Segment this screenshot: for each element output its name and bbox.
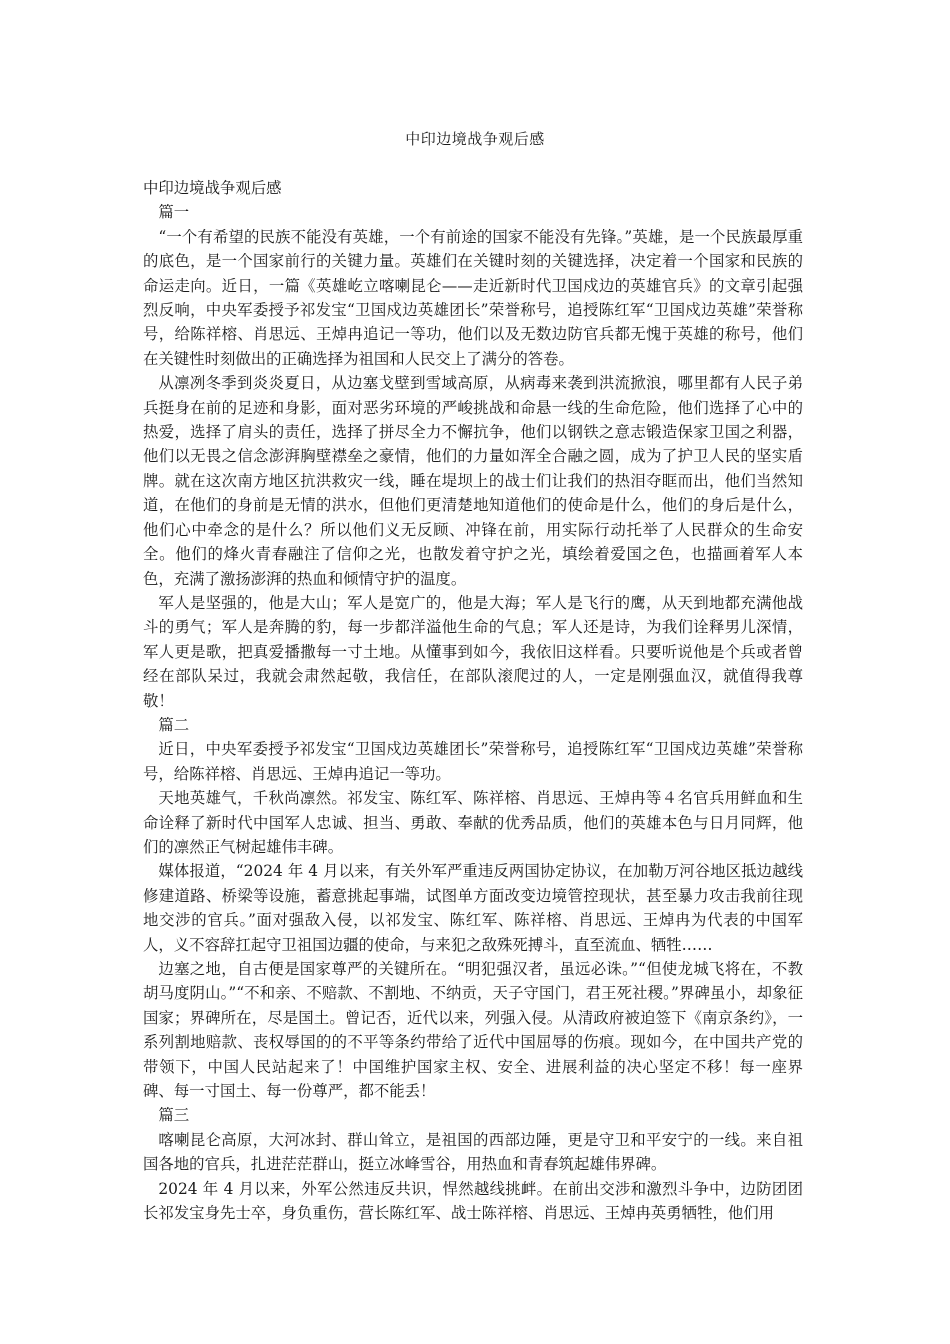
section-label-1: 篇一: [158, 203, 190, 222]
document-heading: 中印边境战争观后感: [143, 179, 282, 197]
document-body: [143, 176, 803, 1225]
paragraph: 喀喇昆仑高原，大河冰封、群山耸立，是祖国的西部边陲，更是守卫和平安宁的一线。来自祖国各地的官兵，扎进茫茫群山，挺立冰峰雪谷，用热血和青春筑起雄伟界碑。: [143, 1130, 803, 1174]
document-title: 中印边境战争观后感: [405, 130, 545, 148]
section-label-2: 篇二: [158, 715, 190, 734]
paragraph: 从凛冽冬季到炎炎夏日，从边塞戈壁到雪域高原，从病毒来袭到洪流掀浪，哪里都有人民子弟兵挺身在前的足迹和身影，面对恶劣环境的严峻挑战和命悬一线的生命危险，他们选择了心中的热爱，选择了肩头的责任，选择了拼尽全力不懈抗争，他们以钢铁之意志锻造保家卫国之利器，他们以无畏之信念澎湃胸壁襟垒之豪情，他们的力量如浑全合融之圆，成为了护卫人民的坚实盾牌。就在这次南方地区抗洪救灾一线，睡在堤坝上的战士们让我们的热泪夺眶而出，他们当然知道，在他们的身前是无情的洪水，但他们更清楚地知道他们的使命是什么，他们的身后是什么，他们心中牵念的是什么？所以他们义无反顾、冲锋在前，用实际行动托举了人民群众的生命安全。他们的烽火青春融注了信仰之光，也散发着守护之光，填绘着爱国之色，也描画着军人本色，充满了激扬澎湃的热血和倾情守护的温度。: [143, 374, 803, 588]
paragraph: 媒体报道，“2024 年 4 月以来，有关外军严重违反两国协定协议，在加勒万河谷地区抵边越线修建道路、桥梁等设施，蓄意挑起事端，试图单方面改变边境管控现状，甚至暴力攻击我前往现地交涉的官兵。”面对强敌入侵，以祁发宝、陈红军、陈祥榕、肖思远、王焯冉为代表的中国军人，义不容辞扛起守卫祖国边疆的使命，与来犯之敌殊死搏斗，直至流血、牺牲……: [143, 862, 803, 954]
paragraph: “一个有希望的民族不能没有英雄，一个有前途的国家不能没有先锋。”英雄，是一个民族最厚重的底色，是一个国家前行的关键力量。英雄们在关键时刻的关键选择，决定着一个国家和民族的命运走向。近日，一篇《英雄屹立喀喇昆仑——走近新时代卫国戍边的英雄官兵》的文章引起强烈反响，中央军委授予祁发宝“卫国戍边英雄团长”荣誉称号，追授陈红军“卫国戍边英雄”荣誉称号，给陈祥榕、肖思远、王焯冉追记一等功，他们以及无数边防官兵都无愧于英雄的称号，他们在关键性时刻做出的正确选择为祖国和人民交上了满分的答卷。: [143, 227, 803, 368]
paragraph: 军人是坚强的，他是大山；军人是宽广的，他是大海；军人是飞行的鹰，从天到地都充满他战斗的勇气；军人是奔腾的豹，每一步都洋溢他生命的气息；军人还是诗，为我们诠释男儿深情，军人更是歌，把真爱播撒每一寸土地。从懂事到如今，我依旧这样看。只要听说他是个兵或者曾经在部队呆过，我就会肃然起敬，我信任，在部队滚爬过的人，一定是刚强血汉，就值得我尊敬！: [143, 593, 803, 710]
paragraph: 近日，中央军委授予祁发宝“卫国戍边英雄团长”荣誉称号，追授陈红军“卫国戍边英雄”荣誉称号，给陈祥榕、肖思远、王焯冉追记一等功。: [143, 740, 803, 783]
paragraph: 2024 年 4 月以来，外军公然违反共识，悍然越线挑衅。在前出交涉和激烈斗争中，边防团团长祁发宝身先士卒，身负重伤，营长陈红军、战士陈祥榕、肖思远、王焯冉英勇牺牲，他们用: [143, 1179, 803, 1223]
section-label-3: 篇三: [158, 1106, 190, 1125]
paragraph: 边塞之地，自古便是国家尊严的关键所在。“明犯强汉者，虽远必诛。”“但使龙城飞将在，不教胡马度阴山。”“不和亲、不赔款、不割地、不纳贡，天子守国门，君王死社稷。”界碑虽小，却象征国家；界碑所在，尽是国土。曾记否，近代以来，列强入侵。从清政府被迫签下《南京条约》，一系列割地赔款、丧权辱国的的不平等条约带给了近代中国屈辱的伤痕。现如今，在中国共产党的带领下，中国人民站起来了！中国维护国家主权、安全、进展利益的决心坚定不移！每一座界碑、每一寸国土、每一份尊严，都不能丢！: [143, 960, 803, 1101]
paragraph: 天地英雄气，千秋尚凛然。祁发宝、陈红军、陈祥榕、肖思远、王焯冉等４名官兵用鲜血和生命诠释了新时代中国军人忠诚、担当、勇敢、奉献的优秀品质，他们的英雄本色与日月同辉，他们的凛然正气树起雄伟丰碑。: [143, 789, 803, 856]
